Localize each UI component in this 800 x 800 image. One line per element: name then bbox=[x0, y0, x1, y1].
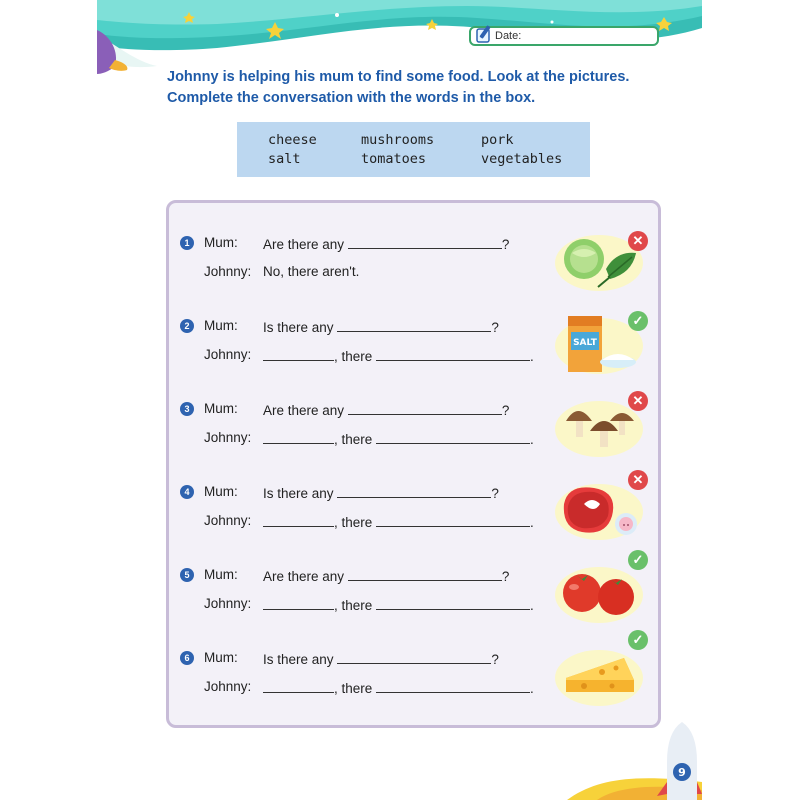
speaker-johnny: Johnny: bbox=[204, 596, 252, 611]
word-pork: pork bbox=[481, 132, 514, 148]
speaker-mum: Mum: bbox=[204, 650, 238, 665]
word-tomatoes: tomatoes bbox=[361, 151, 427, 167]
instructions bbox=[167, 67, 667, 109]
answer-blank[interactable] bbox=[376, 513, 530, 527]
period: . bbox=[530, 349, 534, 364]
answer-blank[interactable] bbox=[348, 235, 502, 249]
pencil-note-icon bbox=[474, 24, 494, 44]
tick-mark-icon: ✓ bbox=[628, 630, 648, 650]
period: . bbox=[530, 598, 534, 613]
item-number: 2 bbox=[180, 319, 194, 333]
date-label: Date: bbox=[495, 30, 522, 42]
page-number: 9 bbox=[678, 766, 686, 779]
speaker-johnny: Johnny: bbox=[204, 679, 252, 694]
question-text: Are there any bbox=[263, 237, 345, 252]
item-number: 4 bbox=[180, 485, 194, 499]
rocket-page-number-decoration bbox=[567, 722, 702, 800]
question-text: Is there any bbox=[263, 652, 334, 667]
question-mark: ? bbox=[491, 486, 499, 501]
question-text: Is there any bbox=[263, 486, 334, 501]
cross-mark-icon: ✕ bbox=[628, 470, 648, 490]
answer-mid: , there bbox=[334, 598, 373, 613]
item-number: 3 bbox=[180, 402, 194, 416]
cheese-icon bbox=[554, 640, 649, 710]
answer-blank[interactable] bbox=[348, 401, 502, 415]
question-text: Are there any bbox=[263, 403, 345, 418]
speaker-mum: Mum: bbox=[204, 484, 238, 499]
answer-blank[interactable] bbox=[376, 596, 530, 610]
speaker-johnny: Johnny: bbox=[204, 430, 252, 445]
short-answer-blank[interactable] bbox=[263, 513, 334, 527]
answer-blank[interactable] bbox=[376, 679, 530, 693]
speaker-johnny: Johnny: bbox=[204, 264, 252, 279]
short-answer-blank[interactable] bbox=[263, 430, 334, 444]
speaker-mum: Mum: bbox=[204, 235, 238, 250]
question-mark: ? bbox=[501, 569, 510, 584]
exercise-card bbox=[166, 200, 661, 728]
word-mushrooms: mushrooms bbox=[361, 132, 435, 148]
answer-mid: , there bbox=[334, 681, 373, 696]
answer-blank[interactable] bbox=[376, 347, 530, 361]
answer-blank[interactable] bbox=[337, 318, 491, 332]
answer-given: No, there aren't. bbox=[263, 264, 360, 279]
word-cheese: cheese bbox=[268, 132, 317, 148]
answer-mid: , there bbox=[334, 349, 373, 364]
speaker-mum: Mum: bbox=[204, 318, 238, 333]
short-answer-blank[interactable] bbox=[263, 679, 334, 693]
cheese-picture bbox=[554, 640, 649, 710]
question-mark: ? bbox=[501, 403, 510, 418]
word-vegetables: vegetables bbox=[481, 151, 563, 167]
instructions-line-2: Complete the conversation with the words in the box. bbox=[167, 90, 536, 106]
tick-mark-icon: ✓ bbox=[628, 311, 648, 331]
cross-mark-icon: ✕ bbox=[628, 391, 648, 411]
answer-mid: , there bbox=[334, 515, 373, 530]
answer-blank[interactable] bbox=[337, 484, 491, 498]
speaker-mum: Mum: bbox=[204, 567, 238, 582]
item-number: 5 bbox=[180, 568, 194, 582]
speaker-johnny: Johnny: bbox=[204, 513, 252, 528]
period: . bbox=[530, 515, 534, 530]
word-salt: salt bbox=[268, 151, 301, 167]
question-mark: ? bbox=[501, 237, 510, 252]
item-number: 1 bbox=[180, 236, 194, 250]
answer-blank[interactable] bbox=[337, 650, 491, 664]
period: . bbox=[530, 432, 534, 447]
short-answer-blank[interactable] bbox=[263, 347, 334, 361]
answer-blank[interactable] bbox=[376, 430, 530, 444]
question-mark: ? bbox=[491, 320, 499, 335]
answer-mid: , there bbox=[334, 432, 373, 447]
word-box bbox=[237, 122, 590, 177]
answer-blank[interactable] bbox=[348, 567, 502, 581]
salt-label: SALT bbox=[573, 338, 597, 348]
period: . bbox=[530, 681, 534, 696]
question-mark: ? bbox=[491, 652, 499, 667]
worksheet-page bbox=[97, 0, 702, 800]
instructions-line-1: Johnny is helping his mum to find some food. Look at the pictures. bbox=[167, 69, 630, 85]
tick-mark-icon: ✓ bbox=[628, 550, 648, 570]
speaker-johnny: Johnny: bbox=[204, 347, 252, 362]
short-answer-blank[interactable] bbox=[263, 596, 334, 610]
question-text: Is there any bbox=[263, 320, 334, 335]
date-field[interactable] bbox=[469, 26, 659, 46]
speaker-mum: Mum: bbox=[204, 401, 238, 416]
item-number: 6 bbox=[180, 651, 194, 665]
question-text: Are there any bbox=[263, 569, 345, 584]
cross-mark-icon: ✕ bbox=[628, 231, 648, 251]
